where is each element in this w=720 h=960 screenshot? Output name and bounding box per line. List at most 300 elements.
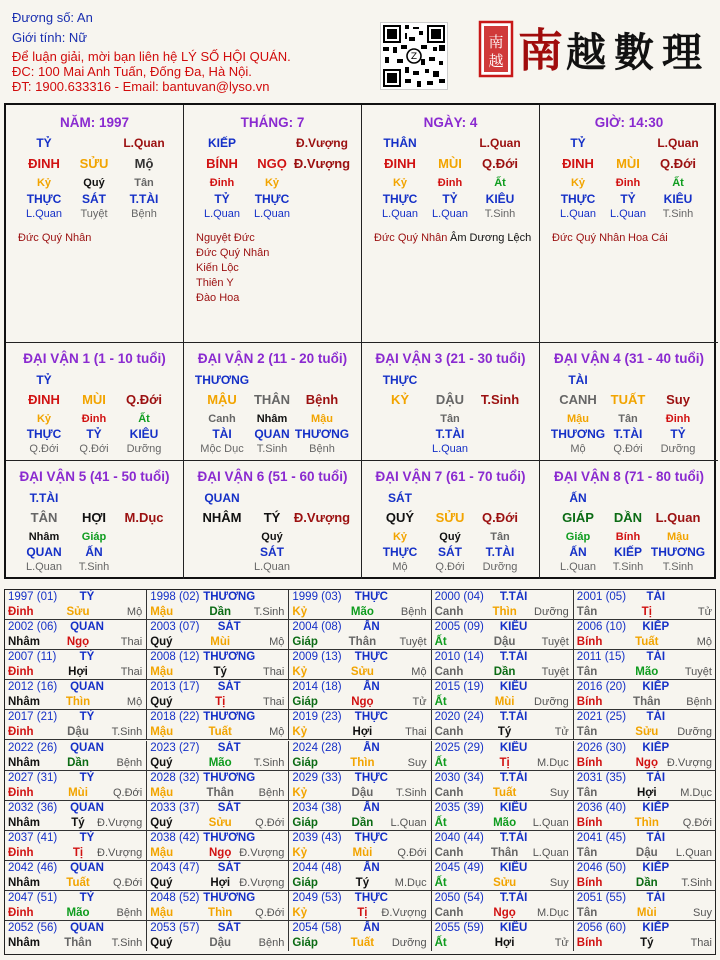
year-branch: Tuất (492, 786, 517, 799)
year-stem: Nhâm (8, 636, 40, 649)
year-ten-god: THỰC (354, 831, 388, 844)
year-label: 2017 (21) (8, 711, 58, 724)
year-cell (289, 680, 431, 710)
shen-sha-star: Đức Quý Nhân (196, 247, 270, 259)
year-label: 2044 (48) (292, 861, 342, 874)
year-label: 2035 (39) (434, 801, 484, 814)
year-stem: Đinh (8, 606, 34, 618)
year-stem: Đinh (8, 907, 34, 919)
year-branch: Tuất (635, 636, 659, 649)
year-ten-god: THỰC (354, 591, 388, 603)
year-ten-god: KIÊU (499, 681, 528, 694)
hidden-ten-god: THƯƠNG (650, 545, 706, 559)
year-stem: Kỷ (292, 786, 308, 799)
year-stem: Đinh (8, 666, 34, 679)
ten-god-top: TỶ (36, 136, 52, 150)
year-life-stage: Thai (405, 726, 427, 739)
stem-branch: THÂN (253, 392, 291, 407)
year-label: 2051 (55) (576, 892, 627, 904)
year-cell (147, 710, 289, 740)
year-cell (574, 710, 716, 740)
hidden-ten-god: TÀI (212, 427, 232, 441)
svg-text:南: 南 (488, 33, 504, 51)
year-ten-god: THƯƠNG (203, 591, 256, 603)
year-life-stage: Tuyệt (541, 636, 569, 649)
hidden-ten-god: ẤN (569, 545, 587, 559)
year-label: 2013 (17) (150, 681, 200, 694)
life-stage: L.Quan (25, 561, 63, 573)
year-cell (574, 741, 716, 771)
year-stem: Giáp (292, 876, 318, 889)
year-life-stage: T.Sinh (253, 756, 285, 769)
year-ten-god: QUAN (70, 681, 104, 694)
year-branch: Sửu (493, 876, 517, 889)
year-life-stage: L.Quan (675, 846, 712, 859)
dai-van-title: ĐẠI VẬN 6 (51 - 60 tuổi) (197, 469, 348, 484)
year-branch: Mùi (68, 786, 88, 799)
year-stem: Quý (150, 636, 173, 649)
stem-branch: ĐINH (384, 156, 416, 171)
life-stage: Bệnh (131, 208, 157, 220)
ten-god-top: L.Quan (479, 136, 521, 150)
year-branch: Dần (209, 606, 232, 618)
life-stage: Dưỡng (126, 443, 162, 455)
year-life-stage: Suy (407, 756, 427, 769)
hidden-stem: Tân (134, 177, 154, 189)
year-cell (5, 741, 147, 771)
year-branch: Mão (635, 666, 659, 679)
year-branch: Dậu (67, 726, 89, 739)
address: ĐC: 100 Mai Anh Tuấn, Đống Đa, Hà Nội. (12, 64, 252, 79)
hidden-ten-god: THƯƠNG (294, 427, 350, 441)
year-life-stage: Suy (549, 876, 569, 889)
year-ten-god: KIẾP (642, 741, 670, 754)
year-label: 2004 (08) (292, 621, 342, 634)
year-branch: Dậu (635, 846, 658, 859)
dai-van-title: ĐẠI VẬN 8 (71 - 80 tuổi) (553, 469, 705, 484)
ten-god-top: QUAN (204, 491, 240, 505)
year-stem: Bính (576, 876, 603, 889)
stem-branch: L.Quan (655, 510, 701, 525)
year-life-stage: Mộ (269, 636, 285, 649)
year-life-stage: Tuyệt (684, 666, 712, 679)
ten-god-top: TỶ (570, 136, 586, 150)
year-life-stage: Q.Đới (397, 846, 427, 859)
year-ten-god: TÀI (646, 651, 666, 664)
dai-van-cell (362, 343, 540, 461)
stem-branch: Q.Đới (482, 156, 518, 171)
year-life-stage: Đ.Vượng (239, 846, 285, 859)
year-label: 2037 (41) (8, 831, 58, 844)
year-branch: Tý (640, 937, 654, 950)
year-label: 2046 (50) (576, 861, 627, 874)
hidden-stem: Kỷ (36, 413, 52, 425)
year-label: 2023 (27) (150, 741, 200, 754)
year-ten-god: T.TÀI (499, 591, 528, 603)
year-branch: Mão (493, 816, 517, 829)
year-label: 2056 (60) (576, 922, 627, 935)
year-ten-god: TỶ (79, 711, 95, 724)
life-stage: T.Sinh (78, 561, 110, 573)
stem-branch: GIÁP (562, 510, 594, 525)
year-ten-god: KIẾP (642, 681, 670, 694)
year-cell (432, 831, 574, 861)
hidden-ten-god: TỶ (214, 192, 230, 206)
year-ten-god: ẤN (363, 801, 380, 814)
year-ten-god: TỶ (79, 831, 95, 844)
year-stem: Quý (150, 756, 173, 769)
year-life-stage: Mộ (269, 726, 285, 739)
year-branch: Thân (490, 846, 519, 859)
year-life-stage: T.Sinh (111, 937, 143, 950)
year-ten-god: TÀI (646, 831, 666, 844)
stem-branch: CANH (559, 392, 597, 407)
year-branch: Tý (71, 816, 85, 829)
year-branch: Dậu (351, 786, 374, 799)
year-label: 2033 (37) (150, 801, 200, 814)
life-stage: Mộ (570, 443, 586, 455)
year-ten-god: KIÊU (499, 621, 528, 634)
dai-van-cell (540, 461, 718, 579)
year-branch: Thân (348, 636, 377, 649)
stem-branch: MÙI (82, 392, 106, 407)
year-life-stage: T.Sinh (111, 726, 143, 739)
stem-branch: TUẤT (610, 392, 646, 407)
year-branch: Ngọ (635, 756, 658, 769)
year-stem: Mậu (150, 606, 174, 618)
year-stem: Canh (434, 846, 464, 859)
year-life-stage: Tử (697, 606, 712, 618)
year-label: 2034 (38) (292, 801, 342, 814)
year-branch: Tị (641, 606, 652, 618)
annual-luck-grid (4, 589, 716, 955)
year-ten-god: ẤN (363, 741, 380, 754)
year-cell (289, 650, 431, 680)
year-label: 2025 (29) (434, 741, 484, 754)
hidden-stem: Đinh (209, 177, 235, 189)
year-life-stage: Đ.Vượng (97, 816, 143, 829)
year-cell (432, 650, 574, 680)
year-stem: Canh (434, 726, 464, 739)
year-branch: Mùi (352, 846, 373, 859)
year-cell (147, 650, 289, 680)
year-life-stage: Mộ (126, 606, 143, 618)
year-stem: Nhâm (8, 876, 40, 889)
hidden-stem: Đinh (81, 413, 107, 425)
pillar-title: NGÀY: 4 (423, 115, 478, 130)
dai-van-cell (6, 343, 184, 461)
ten-god-top: Đ.Vượng (296, 136, 348, 150)
life-stage: L.Quan (559, 208, 597, 220)
year-life-stage: Mộ (411, 666, 427, 679)
year-cell (574, 801, 716, 831)
svg-text:Z: Z (410, 52, 418, 62)
year-cell (5, 650, 147, 680)
svg-text:南: 南 (518, 24, 564, 77)
stem-branch: KỶ (390, 392, 410, 407)
hidden-stem: Quý (439, 531, 461, 543)
year-ten-god: THỰC (354, 771, 388, 784)
hidden-ten-god: SÁT (260, 545, 284, 559)
year-stem: Bính (576, 696, 603, 709)
year-branch: Dậu (493, 636, 516, 649)
year-stem: Giáp (292, 696, 318, 709)
life-stage: L.Quan (431, 443, 469, 455)
life-stage: T.Sinh (612, 561, 644, 573)
year-cell (432, 590, 574, 620)
year-life-stage: Đ.Vượng (666, 756, 712, 769)
year-label: 2038 (42) (150, 831, 200, 844)
hidden-ten-god: T.TÀI (613, 427, 643, 441)
year-stem: Nhâm (8, 756, 40, 769)
gender: Giới tính: Nữ (12, 30, 88, 45)
year-stem: Đinh (8, 726, 34, 739)
year-cell (574, 680, 716, 710)
year-stem: Quý (150, 816, 173, 829)
year-branch: Mùi (636, 907, 657, 919)
year-life-stage: Mộ (696, 636, 712, 649)
year-cell (5, 801, 147, 831)
year-label: 2008 (12) (150, 651, 200, 664)
year-life-stage: L.Quan (532, 846, 569, 859)
stem-branch: NHÂM (202, 510, 242, 525)
hidden-stem: Ất (494, 177, 506, 189)
hidden-ten-god: KIÊU (485, 192, 515, 206)
year-label: 2000 (04) (434, 591, 484, 603)
year-cell (432, 921, 574, 951)
year-label: 2040 (44) (434, 831, 484, 844)
life-stage: L.Quan (25, 208, 63, 220)
year-ten-god: TỶ (79, 892, 95, 904)
year-stem: Ất (434, 696, 447, 709)
year-label: 2050 (54) (434, 892, 484, 904)
year-stem: Bính (576, 636, 603, 649)
ten-god-top: KIẾP (207, 136, 236, 150)
year-cell (574, 891, 716, 921)
hidden-stem: Ất (672, 177, 684, 189)
year-branch: Tị (215, 696, 226, 709)
ten-god-top: TỶ (36, 373, 52, 387)
year-label: 2030 (34) (434, 771, 484, 784)
year-ten-god: KIÊU (499, 801, 528, 814)
life-stage: T.Sinh (256, 443, 288, 455)
year-life-stage: Thai (690, 937, 712, 950)
year-branch: Tị (72, 846, 84, 859)
year-ten-god: ẤN (363, 861, 380, 874)
hidden-ten-god: T.TÀI (129, 192, 159, 206)
year-branch: Mùi (494, 696, 515, 709)
year-ten-god: KIẾP (642, 922, 670, 935)
year-life-stage: Q.Đới (255, 907, 285, 919)
year-label: 2041 (45) (576, 831, 627, 844)
year-branch: Mão (350, 606, 374, 618)
year-life-stage: Thai (262, 666, 285, 679)
year-label: 2018 (22) (150, 711, 200, 724)
year-cell (147, 680, 289, 710)
hidden-stem: Kỷ (392, 177, 408, 189)
hidden-stem: Tân (618, 413, 638, 425)
year-stem: Tân (576, 666, 598, 679)
year-stem: Bính (576, 756, 603, 769)
ten-god-top: THƯƠNG (194, 373, 250, 387)
year-branch: Hợi (68, 666, 88, 679)
shen-sha-star: Nguyệt Đức (196, 232, 255, 244)
year-life-stage: M.Dục (537, 756, 569, 769)
year-stem: Nhâm (8, 816, 40, 829)
year-cell (289, 801, 431, 831)
year-label: 2042 (46) (8, 861, 58, 874)
year-stem: Mậu (150, 907, 174, 919)
year-life-stage: T.Sinh (396, 786, 427, 799)
year-label: 2002 (06) (8, 621, 58, 634)
year-label: 1997 (01) (8, 591, 58, 603)
year-cell (147, 891, 289, 921)
year-cell (574, 590, 716, 620)
year-ten-god: TÀI (646, 591, 666, 603)
year-ten-god: SÁT (217, 681, 241, 694)
hidden-ten-god: TỶ (86, 427, 102, 441)
year-life-stage: Dưỡng (534, 606, 569, 618)
year-stem: Canh (434, 786, 464, 799)
hidden-stem: Mậu (567, 413, 589, 425)
stem-branch: SỬU (435, 510, 465, 525)
year-branch: Tị (357, 907, 368, 919)
life-stage: L.Quan (203, 208, 241, 220)
stem-branch: Mộ (134, 156, 154, 171)
hidden-ten-god: T.TÀI (485, 545, 515, 559)
life-stage: L.Quan (559, 561, 597, 573)
year-stem: Mậu (150, 786, 174, 799)
year-life-stage: Đ.Vượng (381, 907, 427, 919)
hidden-stem: Nhâm (28, 531, 60, 543)
year-life-stage: L.Quan (390, 816, 427, 829)
hidden-stem: Giáp (565, 531, 591, 543)
stem-branch: M.Dục (124, 510, 164, 525)
year-life-stage: Q.Đới (112, 786, 143, 799)
shen-sha-star: Đức Quý Nhân (18, 232, 92, 244)
year-label: 2007 (11) (8, 651, 57, 664)
pillar-cell (184, 105, 362, 343)
year-life-stage: T.Sinh (253, 606, 285, 618)
year-stem: Đinh (8, 786, 34, 799)
stem-branch: Đ.Vượng (293, 156, 351, 171)
year-stem: Ất (434, 876, 447, 889)
year-cell (432, 771, 574, 801)
year-label: 2049 (53) (292, 892, 342, 904)
year-cell (5, 921, 147, 951)
life-stage: Q.Đới (29, 443, 59, 455)
year-branch: Ngọ (351, 696, 374, 709)
stem-branch: DẬU (435, 392, 465, 407)
year-stem: Tân (576, 606, 598, 618)
year-stem: Tân (576, 786, 598, 799)
hidden-stem: Bính (615, 531, 641, 543)
life-stage: T.Sinh (662, 208, 694, 220)
year-stem: Quý (150, 876, 173, 889)
year-cell (147, 620, 289, 650)
year-ten-god: ẤN (363, 621, 380, 634)
dai-van-cell (6, 461, 184, 579)
year-cell (5, 680, 147, 710)
year-label: 2026 (30) (576, 741, 627, 754)
year-stem: Giáp (292, 937, 318, 950)
stem-branch: BÍNH (206, 156, 238, 171)
hidden-ten-god: KIÊU (129, 427, 159, 441)
year-life-stage: Thai (120, 636, 143, 649)
stem-branch: NGỌ (257, 156, 287, 171)
header (0, 0, 720, 100)
year-ten-god: THƯƠNG (203, 892, 256, 904)
year-cell (432, 680, 574, 710)
year-cell (5, 771, 147, 801)
year-stem: Tân (576, 907, 598, 919)
year-ten-god: T.TÀI (499, 711, 528, 724)
year-label: 2006 (10) (576, 621, 627, 634)
stem-branch: HỢI (81, 510, 107, 525)
hidden-ten-god: QUAN (26, 545, 62, 559)
shen-sha-star: Đào Hoa (196, 292, 240, 304)
year-life-stage: Đ.Vượng (239, 876, 285, 889)
dai-van-title: ĐẠI VẬN 7 (61 - 70 tuổi) (375, 469, 526, 484)
year-cell (289, 921, 431, 951)
svg-text:理: 理 (662, 29, 702, 76)
year-label: 2055 (59) (434, 922, 484, 935)
stem-branch: Đ.Vượng (293, 510, 351, 525)
pillar-cell (362, 105, 540, 343)
svg-text:越: 越 (488, 52, 504, 70)
year-stem: Đinh (8, 846, 34, 859)
stem-branch: TÝ (263, 510, 281, 525)
year-label: 2015 (19) (434, 681, 484, 694)
year-stem: Bính (576, 816, 603, 829)
stem-branch: TÂN (30, 510, 58, 525)
year-branch: Sửu (635, 726, 659, 739)
hidden-stem: Mậu (311, 413, 333, 425)
year-life-stage: Bệnh (400, 606, 427, 618)
year-branch: Tý (355, 876, 370, 889)
year-label: 2001 (05) (576, 591, 627, 603)
year-stem: Mậu (150, 666, 174, 679)
life-stage: Mộc Dục (200, 443, 244, 455)
hidden-ten-god: QUAN (254, 427, 290, 441)
year-label: 2031 (35) (576, 771, 627, 784)
hidden-ten-god: THỰC (382, 545, 418, 559)
stem-branch: MÙI (438, 156, 462, 171)
year-stem: Bính (576, 937, 603, 950)
year-stem: Kỷ (292, 606, 308, 618)
year-label: 2039 (43) (292, 831, 342, 844)
year-life-stage: Thai (120, 666, 143, 679)
ten-god-top: T.TÀI (29, 491, 59, 505)
year-ten-god: KIẾP (642, 861, 670, 874)
year-ten-god: QUAN (70, 741, 104, 754)
year-branch: Hợi (636, 786, 657, 799)
year-life-stage: Tử (554, 726, 569, 739)
hidden-ten-god: KIÊU (663, 192, 693, 206)
svg-text:數: 數 (614, 29, 654, 76)
stem-branch: ĐINH (28, 156, 60, 171)
stem-branch: MẬU (207, 392, 237, 407)
year-cell (289, 620, 431, 650)
year-life-stage: Tuyệt (399, 636, 427, 649)
year-label: 2053 (57) (150, 922, 200, 935)
stem-branch: ĐINH (562, 156, 594, 171)
year-cell (289, 741, 431, 771)
year-label: 1998 (02) (150, 591, 200, 603)
year-ten-god: SÁT (217, 922, 241, 935)
life-stage: Mộ (392, 561, 408, 573)
year-label: 2021 (25) (576, 711, 627, 724)
